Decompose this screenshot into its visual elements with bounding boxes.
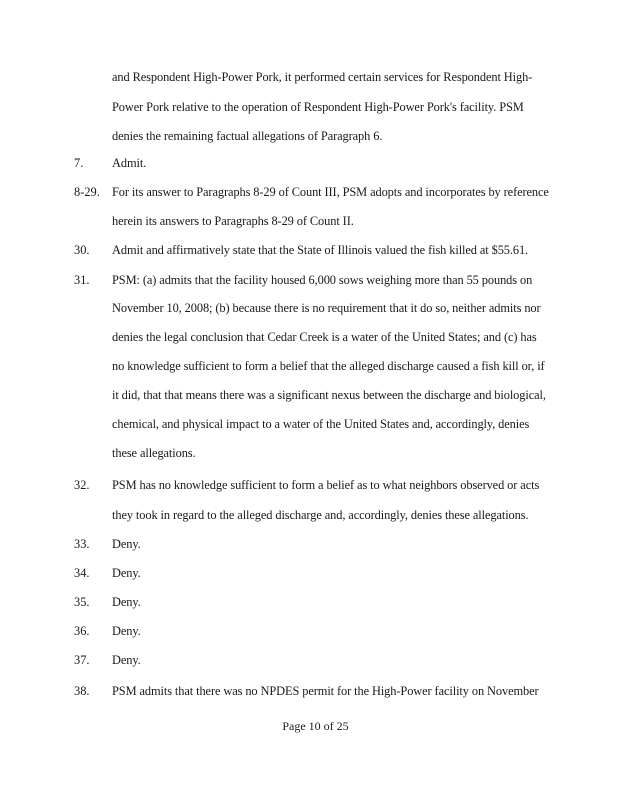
paragraph-number: 8-29. xyxy=(74,185,100,199)
body-line: Power Pork relative to the operation of Respondent High-Power Pork's facility. PSM xyxy=(112,100,524,114)
body-line: no knowledge sufficient to form a belief that the alleged discharge caused a fish kill or, if xyxy=(112,359,545,373)
paragraph-number: 35. xyxy=(74,595,90,609)
body-line: Deny. xyxy=(112,537,141,551)
body-line: chemical, and physical impact to a water of the United States and, accordingly, denies xyxy=(112,417,530,431)
page-footer: Page 10 of 25 xyxy=(282,719,349,733)
paragraph-number: 34. xyxy=(74,566,90,580)
body-line: denies the legal conclusion that Cedar Creek is a water of the United States; and (c) has xyxy=(112,330,537,344)
body-line: these allegations. xyxy=(112,446,196,460)
body-line: Deny. xyxy=(112,653,141,667)
body-line: and Respondent High-Power Pork, it performed certain services for Respondent High- xyxy=(112,70,533,84)
body-line: Deny. xyxy=(112,595,141,609)
body-line: they took in regard to the alleged discharge and, accordingly, denies these allegations. xyxy=(112,508,529,522)
body-line: Admit. xyxy=(112,156,147,170)
body-line: herein its answers to Paragraphs 8-29 of Count II. xyxy=(112,214,354,228)
body-line: Deny. xyxy=(112,566,141,580)
body-line: it did, that that means there was a significant nexus between the discharge and biological, xyxy=(112,388,546,402)
body-line: Deny. xyxy=(112,624,141,638)
paragraph-number: 37. xyxy=(74,653,90,667)
body-line: PSM: (a) admits that the facility housed 6,000 sows weighing more than 55 pounds on xyxy=(112,273,533,287)
paragraph-number: 7. xyxy=(74,156,84,170)
paragraph-number: 38. xyxy=(74,684,90,698)
paragraph-number: 30. xyxy=(74,243,90,257)
paragraph-number: 32. xyxy=(74,478,90,492)
paragraph-number: 36. xyxy=(74,624,90,638)
body-line: PSM has no knowledge sufficient to form a belief as to what neighbors observed or acts xyxy=(112,478,540,492)
body-line: denies the remaining factual allegations of Paragraph 6. xyxy=(112,129,383,143)
body-line: PSM admits that there was no NPDES permit for the High-Power facility on November xyxy=(112,684,539,698)
body-line: Admit and affirmatively state that the State of Illinois valued the fish killed at $55.61. xyxy=(112,243,529,257)
body-line: November 10, 2008; (b) because there is no requirement that it do so, neither admits nor xyxy=(112,301,541,315)
paragraph-number: 33. xyxy=(74,537,90,551)
paragraph-number: 31. xyxy=(74,273,90,287)
body-line: For its answer to Paragraphs 8-29 of Count III, PSM adopts and incorporates by reference xyxy=(112,185,549,199)
